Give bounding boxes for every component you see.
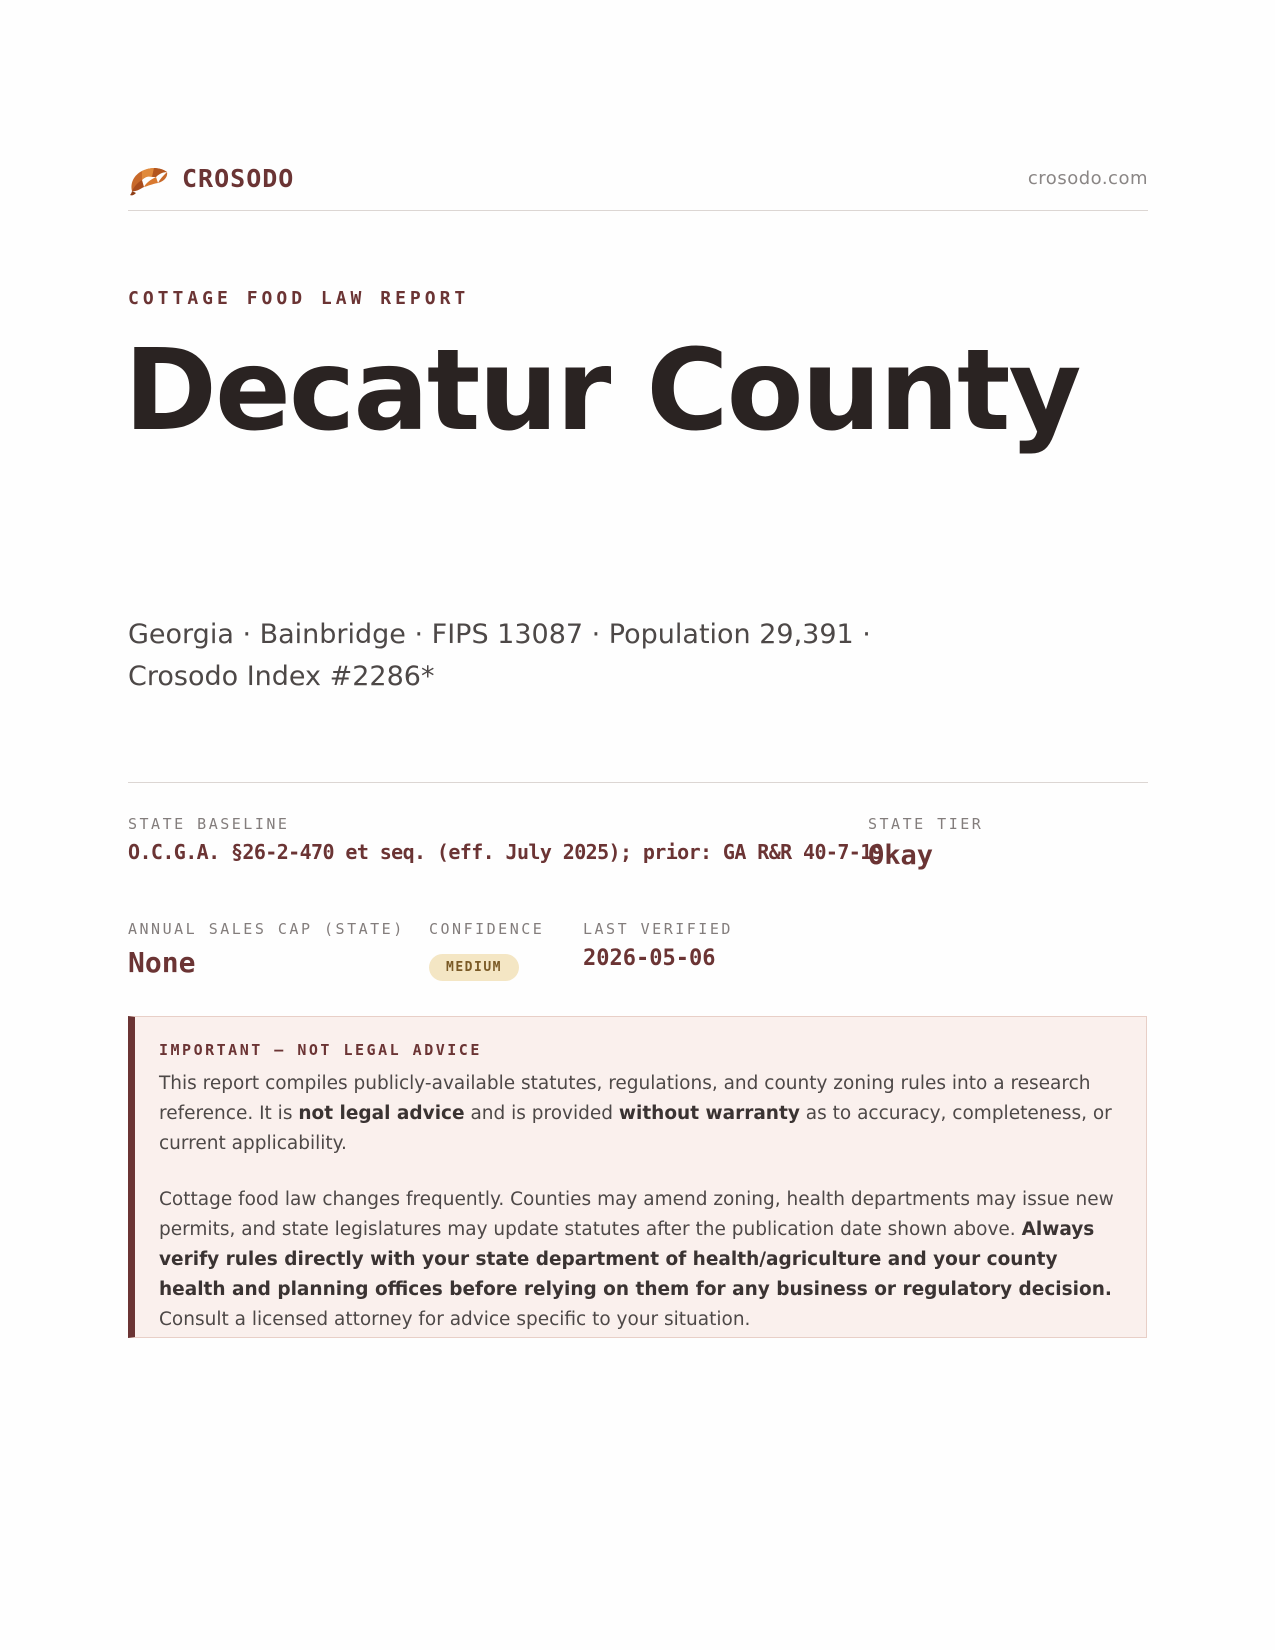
notice-text: Consult a licensed attorney for advice specific to your situation.: [159, 1309, 751, 1330]
last-verified-value: 2026-05-06: [583, 946, 716, 971]
section-divider: [128, 782, 1148, 783]
croissant-icon: [128, 161, 170, 199]
notice-text: This report compiles publicly-available statutes, regulations, and county zoning rules into a research reference. It is: [159, 1073, 1091, 1124]
notice-emphasis: not legal advice: [298, 1103, 465, 1124]
notice-text: as to accuracy, completeness, or current applicability.: [159, 1103, 1112, 1154]
sales-cap-value: None: [128, 946, 196, 979]
site-url[interactable]: crosodo.com: [1027, 168, 1148, 189]
brand-name: CROSODO: [182, 164, 295, 193]
notice-text: and is provided: [464, 1103, 619, 1124]
state-tier-label: STATE TIER: [868, 815, 984, 833]
confidence-label: CONFIDENCE: [429, 920, 545, 938]
notice-title: IMPORTANT — NOT LEGAL ADVICE: [159, 1041, 482, 1059]
notice-emphasis: without warranty: [618, 1103, 800, 1124]
notice-emphasis: Always verify rules directly with your state department of health/agriculture and your county health and planning offices before relying on them for any business or regulatory decision.: [159, 1219, 1112, 1300]
legal-notice: [128, 1016, 1147, 1338]
header-bar: [128, 158, 1148, 211]
page-title: Decatur County: [124, 326, 1080, 456]
state-baseline-value: O.C.G.A. §26-2-470 et seq. (eff. July 2025); prior: GA R&R 40-7-19: [128, 840, 884, 864]
report-eyebrow: COTTAGE FOOD LAW REPORT: [128, 288, 470, 309]
state-tier-value: Okay: [868, 840, 934, 871]
sales-cap-label: ANNUAL SALES CAP (STATE): [128, 920, 405, 938]
confidence-badge: MEDIUM: [429, 954, 519, 981]
last-verified-label: LAST VERIFIED: [583, 920, 733, 938]
state-baseline-label: STATE BASELINE: [128, 815, 290, 833]
notice-paragraph-1: [159, 1069, 1119, 1159]
notice-paragraph-2: [159, 1185, 1119, 1335]
notice-text: Cottage food law changes frequently. Counties may amend zoning, health departments may issue new permits, and state legislatures may update statutes after the publication date shown above.: [159, 1189, 1114, 1240]
county-meta: Georgia · Bainbridge · FIPS 13087 · Population 29,391 · Crosodo Index #2286*: [128, 619, 871, 692]
